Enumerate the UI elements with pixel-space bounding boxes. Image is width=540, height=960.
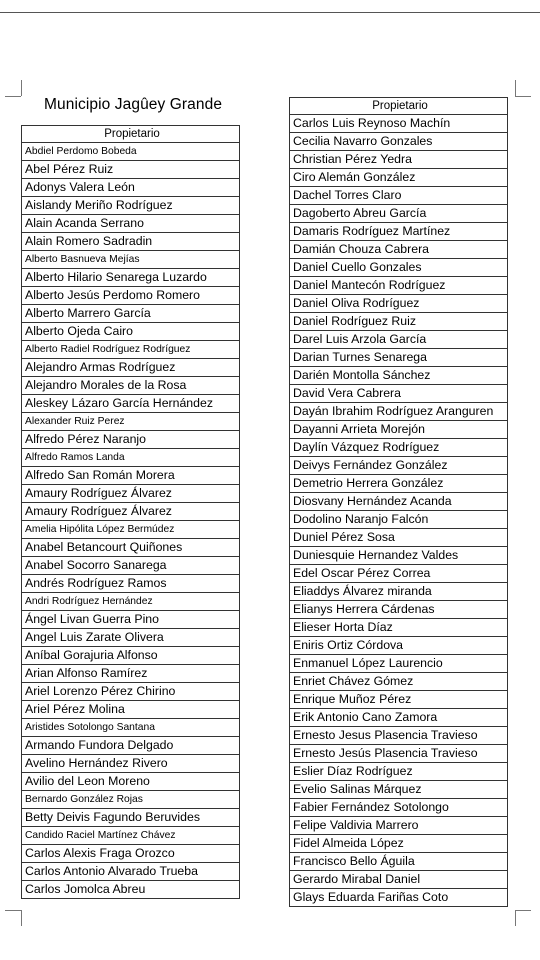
table-row bbox=[22, 467, 240, 485]
owner-name-cell: Daniel Mantecón Rodríguez bbox=[290, 277, 508, 295]
table-row bbox=[290, 727, 508, 745]
table-row bbox=[22, 449, 240, 467]
column-header-propietario: Propietario bbox=[22, 126, 240, 143]
owner-name-cell: Aislandy Meriño Rodríguez bbox=[22, 197, 240, 215]
table-row bbox=[290, 115, 508, 133]
table-row bbox=[22, 215, 240, 233]
table-row bbox=[290, 151, 508, 169]
owner-name-cell: Armando Fundora Delgado bbox=[22, 737, 240, 755]
table-row bbox=[22, 413, 240, 431]
table-row bbox=[22, 809, 240, 827]
table-row bbox=[290, 763, 508, 781]
owner-name-cell: Betty Deivis Fagundo Beruvides bbox=[22, 809, 240, 827]
owner-name-cell: Duniesquie Hernandez Valdes bbox=[290, 547, 508, 565]
owner-name-cell: Darian Turnes Senarega bbox=[290, 349, 508, 367]
crop-mark-top-right bbox=[515, 96, 531, 97]
table-row bbox=[22, 359, 240, 377]
owner-name-cell: Diosvany Hernández Acanda bbox=[290, 493, 508, 511]
table-row bbox=[290, 745, 508, 763]
table-row bbox=[22, 197, 240, 215]
table-row bbox=[22, 737, 240, 755]
owner-name-cell: Daniel Rodríguez Ruiz bbox=[290, 313, 508, 331]
table-row bbox=[290, 169, 508, 187]
owner-name-cell: Felipe Valdivia Marrero bbox=[290, 817, 508, 835]
table-row bbox=[22, 557, 240, 575]
owner-name-cell: Fabier Fernández Sotolongo bbox=[290, 799, 508, 817]
table-row bbox=[290, 511, 508, 529]
table-row bbox=[22, 881, 240, 899]
table-row bbox=[290, 529, 508, 547]
owner-name-cell: Aleskey Lázaro García Hernández bbox=[22, 395, 240, 413]
owner-name-cell: Alberto Ojeda Cairo bbox=[22, 323, 240, 341]
crop-mark-top-right bbox=[515, 80, 516, 96]
table-row bbox=[290, 583, 508, 601]
table-row bbox=[22, 305, 240, 323]
owner-name-cell: Christian Pérez Yedra bbox=[290, 151, 508, 169]
owner-name-cell: Aníbal Gorajuria Alfonso bbox=[22, 647, 240, 665]
table-row bbox=[22, 233, 240, 251]
owner-name-cell: Elieser Horta Díaz bbox=[290, 619, 508, 637]
table-row bbox=[22, 755, 240, 773]
table-row bbox=[290, 799, 508, 817]
owner-name-cell: Alberto Basnueva Mejías bbox=[22, 251, 240, 269]
table-row bbox=[22, 665, 240, 683]
owner-name-cell: Glays Eduarda Fariñas Coto bbox=[290, 889, 508, 907]
owner-name-cell: Daniel Oliva Rodríguez bbox=[290, 295, 508, 313]
table-row bbox=[290, 295, 508, 313]
table-row bbox=[290, 349, 508, 367]
owner-name-cell: Alberto Radiel Rodríguez Rodríguez bbox=[22, 341, 240, 359]
owner-name-cell: Dayán Ibrahim Rodríguez Aranguren bbox=[290, 403, 508, 421]
owners-table-right bbox=[289, 97, 508, 907]
table-row bbox=[290, 565, 508, 583]
table-row bbox=[22, 647, 240, 665]
table-row bbox=[290, 457, 508, 475]
table-row bbox=[290, 709, 508, 727]
crop-mark-top-left bbox=[5, 96, 21, 97]
owner-name-cell: Alain Acanda Serrano bbox=[22, 215, 240, 233]
owner-name-cell: Carlos Alexis Fraga Orozco bbox=[22, 845, 240, 863]
table-row bbox=[290, 637, 508, 655]
owner-name-cell: Alberto Hilario Senarega Luzardo bbox=[22, 269, 240, 287]
table-row bbox=[290, 781, 508, 799]
table-row bbox=[290, 331, 508, 349]
crop-mark-bottom-right bbox=[515, 910, 516, 926]
table-row bbox=[290, 835, 508, 853]
table-row bbox=[22, 827, 240, 845]
table-row bbox=[22, 269, 240, 287]
owner-name-cell: Ariel Lorenzo Pérez Chirino bbox=[22, 683, 240, 701]
table-row bbox=[22, 575, 240, 593]
owner-name-cell: Amelia Hipólita López Bermúdez bbox=[22, 521, 240, 539]
owner-name-cell: Daniel Cuello Gonzales bbox=[290, 259, 508, 277]
owner-name-cell: Demetrio Herrera González bbox=[290, 475, 508, 493]
table-row bbox=[290, 493, 508, 511]
crop-mark-bottom-right bbox=[515, 910, 531, 911]
owner-name-cell: Ciro Alemán González bbox=[290, 169, 508, 187]
column-header-propietario: Propietario bbox=[290, 98, 508, 115]
table-row bbox=[22, 683, 240, 701]
crop-mark-bottom-left bbox=[21, 910, 22, 926]
crop-mark-bottom-left bbox=[5, 910, 21, 911]
table-row bbox=[22, 143, 240, 161]
table-row bbox=[22, 791, 240, 809]
owner-name-cell: Eniris Ortiz Córdova bbox=[290, 637, 508, 655]
owner-name-cell: Adonys Valera León bbox=[22, 179, 240, 197]
owner-name-cell: Abel Pérez Ruiz bbox=[22, 161, 240, 179]
table-row bbox=[290, 817, 508, 835]
owner-name-cell: Gerardo Mirabal Daniel bbox=[290, 871, 508, 889]
crop-mark-top-left bbox=[21, 80, 22, 96]
owner-name-cell: Damián Chouza Cabrera bbox=[290, 241, 508, 259]
table-row bbox=[22, 431, 240, 449]
owner-name-cell: Alberto Jesús Perdomo Romero bbox=[22, 287, 240, 305]
table-row bbox=[290, 853, 508, 871]
owner-name-cell: Carlos Luis Reynoso Machín bbox=[290, 115, 508, 133]
owner-name-cell: Edel Oscar Pérez Correa bbox=[290, 565, 508, 583]
owner-name-cell: Alejandro Armas Rodríguez bbox=[22, 359, 240, 377]
owner-name-cell: Cecilia Navarro Gonzales bbox=[290, 133, 508, 151]
table-row bbox=[22, 395, 240, 413]
table-row bbox=[290, 619, 508, 637]
owner-name-cell: David Vera Cabrera bbox=[290, 385, 508, 403]
owner-name-cell: Alfredo Pérez Naranjo bbox=[22, 431, 240, 449]
table-row bbox=[22, 863, 240, 881]
table-row bbox=[290, 421, 508, 439]
document-title: Municipio Jagûey Grande bbox=[44, 96, 223, 113]
table-row bbox=[290, 259, 508, 277]
table-row bbox=[22, 287, 240, 305]
owner-name-cell: Angel Luis Zarate Olivera bbox=[22, 629, 240, 647]
table-row bbox=[22, 503, 240, 521]
owner-name-cell: Abdiel Perdomo Bobeda bbox=[22, 143, 240, 161]
page-top-edge bbox=[0, 12, 540, 13]
owner-name-cell: Alain Romero Sadradin bbox=[22, 233, 240, 251]
table-row bbox=[22, 377, 240, 395]
owner-name-cell: Enrique Muñoz Pérez bbox=[290, 691, 508, 709]
owner-name-cell: Dayanni Arrieta Morejón bbox=[290, 421, 508, 439]
owner-name-cell: Andrés Rodríguez Ramos bbox=[22, 575, 240, 593]
table-row bbox=[22, 251, 240, 269]
owner-name-cell: Daylín Vázquez Rodríguez bbox=[290, 439, 508, 457]
owner-name-cell: Anabel Socorro Sanarega bbox=[22, 557, 240, 575]
owner-name-cell: Carlos Antonio Alvarado Trueba bbox=[22, 863, 240, 881]
owner-name-cell: Ariel Pérez Molina bbox=[22, 701, 240, 719]
table-row bbox=[290, 187, 508, 205]
owner-name-cell: Carlos Jomolca Abreu bbox=[22, 881, 240, 899]
table-row bbox=[290, 403, 508, 421]
owner-name-cell: Eslier Díaz Rodríguez bbox=[290, 763, 508, 781]
table-row bbox=[290, 655, 508, 673]
table-row bbox=[22, 629, 240, 647]
table-row bbox=[290, 889, 508, 907]
table-row bbox=[290, 313, 508, 331]
table-row bbox=[290, 475, 508, 493]
owner-name-cell: Darel Luis Arzola García bbox=[290, 331, 508, 349]
table-row bbox=[290, 277, 508, 295]
owner-name-cell: Duniel Pérez Sosa bbox=[290, 529, 508, 547]
table-row bbox=[22, 323, 240, 341]
owner-name-cell: Eliaddys Álvarez miranda bbox=[290, 583, 508, 601]
table-row bbox=[290, 439, 508, 457]
owner-name-cell: Dachel Torres Claro bbox=[290, 187, 508, 205]
table-row bbox=[22, 611, 240, 629]
table-row bbox=[290, 205, 508, 223]
table-row bbox=[290, 223, 508, 241]
table-row bbox=[22, 161, 240, 179]
owner-name-cell: Dodolino Naranjo Falcón bbox=[290, 511, 508, 529]
table-row bbox=[290, 871, 508, 889]
table-row bbox=[290, 601, 508, 619]
owner-name-cell: Anabel Betancourt Quiñones bbox=[22, 539, 240, 557]
table-row bbox=[290, 547, 508, 565]
table-row bbox=[290, 673, 508, 691]
table-row bbox=[22, 719, 240, 737]
table-row bbox=[290, 691, 508, 709]
owner-name-cell: Damaris Rodríguez Martínez bbox=[290, 223, 508, 241]
owner-name-cell: Elianys Herrera Cárdenas bbox=[290, 601, 508, 619]
table-row bbox=[22, 701, 240, 719]
owners-table-left bbox=[21, 125, 240, 899]
owner-name-cell: Avilio del Leon Moreno bbox=[22, 773, 240, 791]
table-row bbox=[290, 241, 508, 259]
owner-name-cell: Candido Raciel Martínez Chávez bbox=[22, 827, 240, 845]
table-row bbox=[22, 845, 240, 863]
table-row bbox=[22, 539, 240, 557]
owner-name-cell: Ángel Livan Guerra Pino bbox=[22, 611, 240, 629]
owner-name-cell: Avelino Hernández Rivero bbox=[22, 755, 240, 773]
table-header-row bbox=[290, 98, 508, 115]
table-row bbox=[22, 521, 240, 539]
table-row bbox=[22, 773, 240, 791]
owner-name-cell: Bernardo González Rojas bbox=[22, 791, 240, 809]
owner-name-cell: Evelio Salinas Márquez bbox=[290, 781, 508, 799]
owner-name-cell: Alberto Marrero García bbox=[22, 305, 240, 323]
table-row bbox=[22, 593, 240, 611]
owner-name-cell: Ernesto Jesús Plasencia Travieso bbox=[290, 745, 508, 763]
table-header-row bbox=[22, 126, 240, 143]
owner-name-cell: Arian Alfonso Ramírez bbox=[22, 665, 240, 683]
table-row bbox=[22, 179, 240, 197]
owner-name-cell: Alexander Ruiz Perez bbox=[22, 413, 240, 431]
owner-name-cell: Aristides Sotolongo Santana bbox=[22, 719, 240, 737]
owner-name-cell: Enmanuel López Laurencio bbox=[290, 655, 508, 673]
owner-name-cell: Alfredo San Román Morera bbox=[22, 467, 240, 485]
owner-name-cell: Alfredo Ramos Landa bbox=[22, 449, 240, 467]
owner-name-cell: Dagoberto Abreu García bbox=[290, 205, 508, 223]
owner-name-cell: Andri Rodríguez Hernández bbox=[22, 593, 240, 611]
owner-name-cell: Alejandro Morales de la Rosa bbox=[22, 377, 240, 395]
table-row bbox=[22, 485, 240, 503]
table-row bbox=[290, 385, 508, 403]
owner-name-cell: Darién Montolla Sánchez bbox=[290, 367, 508, 385]
owner-name-cell: Deivys Fernández González bbox=[290, 457, 508, 475]
table-row bbox=[290, 367, 508, 385]
owner-name-cell: Francisco Bello Águila bbox=[290, 853, 508, 871]
owner-name-cell: Erik Antonio Cano Zamora bbox=[290, 709, 508, 727]
owner-name-cell: Fidel Almeida López bbox=[290, 835, 508, 853]
owner-name-cell: Amaury Rodríguez Álvarez bbox=[22, 485, 240, 503]
owner-name-cell: Amaury Rodríguez Álvarez bbox=[22, 503, 240, 521]
owner-name-cell: Enriet Chávez Gómez bbox=[290, 673, 508, 691]
table-row bbox=[22, 341, 240, 359]
owner-name-cell: Ernesto Jesus Plasencia Travieso bbox=[290, 727, 508, 745]
table-row bbox=[290, 133, 508, 151]
